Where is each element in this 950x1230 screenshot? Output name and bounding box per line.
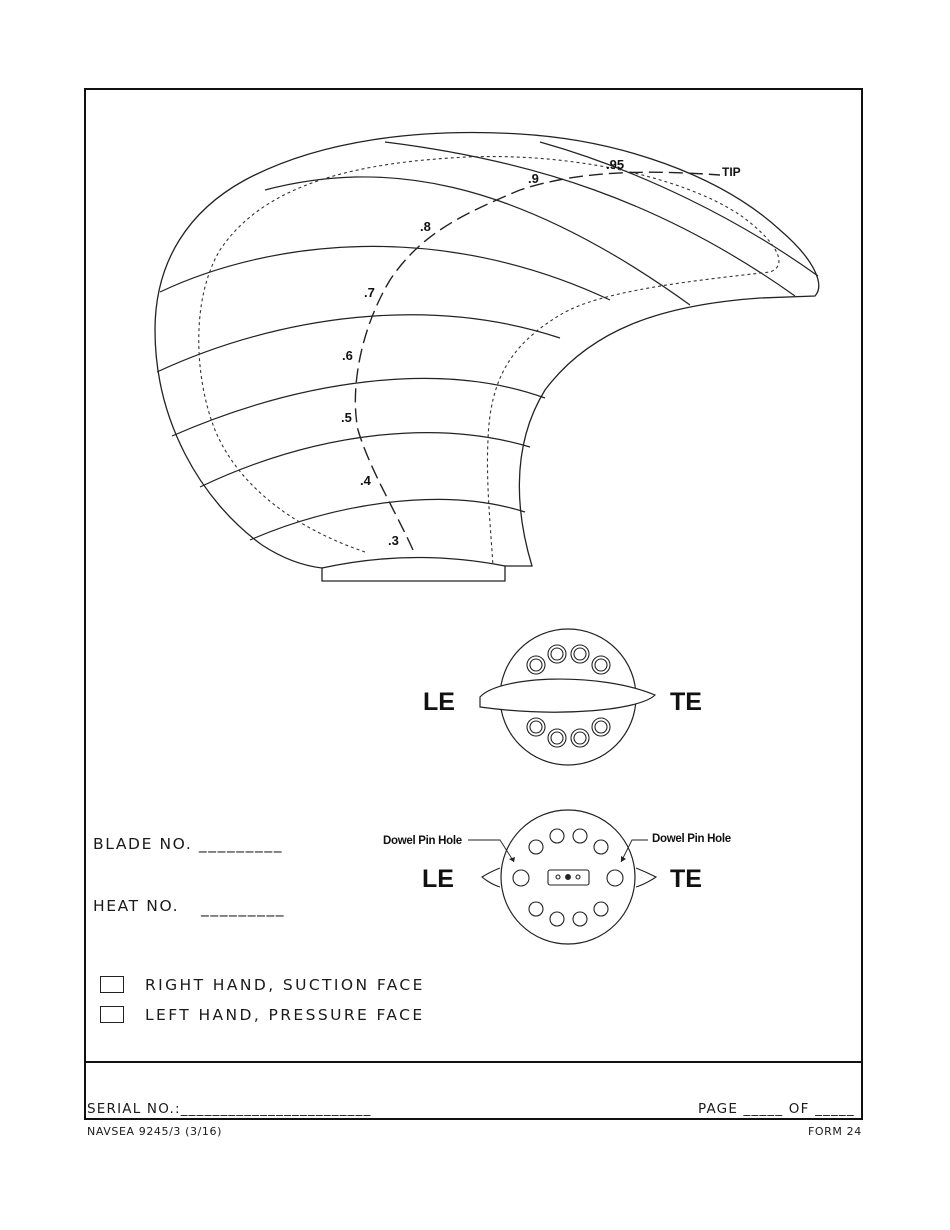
label-te-top: TE bbox=[670, 688, 702, 716]
radius-label: .8 bbox=[420, 219, 431, 234]
left-hand-checkbox[interactable] bbox=[100, 1006, 124, 1023]
radius-label: .6 bbox=[342, 348, 353, 363]
hub-top-view bbox=[480, 629, 655, 765]
dowel-pin-hole-left-label: Dowel Pin Hole bbox=[383, 835, 462, 847]
left-hand-label: LEFT HAND, PRESSURE FACE bbox=[145, 1006, 425, 1024]
radius-label: .95 bbox=[606, 157, 625, 172]
blade-outline bbox=[155, 133, 819, 581]
right-hand-checkbox[interactable] bbox=[100, 976, 124, 993]
section-line-07 bbox=[160, 246, 610, 300]
radius-label: .9 bbox=[528, 171, 539, 186]
label-te-bottom: TE bbox=[670, 865, 702, 893]
dowel-pin-hole-right-label: Dowel Pin Hole bbox=[652, 833, 731, 845]
form-number: FORM 24 bbox=[808, 1125, 862, 1138]
heat-no-label: HEAT NO. bbox=[93, 897, 180, 915]
radius-label: .4 bbox=[360, 473, 371, 488]
dashed-leading-edge bbox=[199, 157, 779, 566]
heat-no-field[interactable]: _________ bbox=[201, 899, 286, 917]
label-le-top: LE bbox=[423, 688, 455, 716]
right-hand-label: RIGHT HAND, SUCTION FACE bbox=[145, 976, 425, 994]
radius-label: .7 bbox=[364, 285, 375, 300]
section-line-06 bbox=[157, 315, 560, 372]
blade-hub-arc bbox=[322, 557, 505, 568]
blade-no-field[interactable]: BLADE NO. _________ bbox=[93, 835, 284, 853]
section-line-095 bbox=[540, 142, 818, 276]
generator-line bbox=[355, 172, 720, 550]
radius-label: .5 bbox=[341, 410, 352, 425]
section-line-05 bbox=[172, 378, 545, 436]
label-le-bottom: LE bbox=[422, 865, 454, 893]
page-of-field[interactable]: PAGE _____ OF _____ bbox=[698, 1101, 855, 1117]
tip-label: TIP bbox=[722, 165, 741, 179]
hub-bottom-view bbox=[468, 810, 656, 944]
section-line-08 bbox=[265, 177, 690, 305]
form-id: NAVSEA 9245/3 (3/16) bbox=[87, 1125, 223, 1138]
serial-no-field[interactable]: SERIAL NO.:________________________ bbox=[87, 1101, 372, 1117]
radius-label: .3 bbox=[388, 533, 399, 548]
